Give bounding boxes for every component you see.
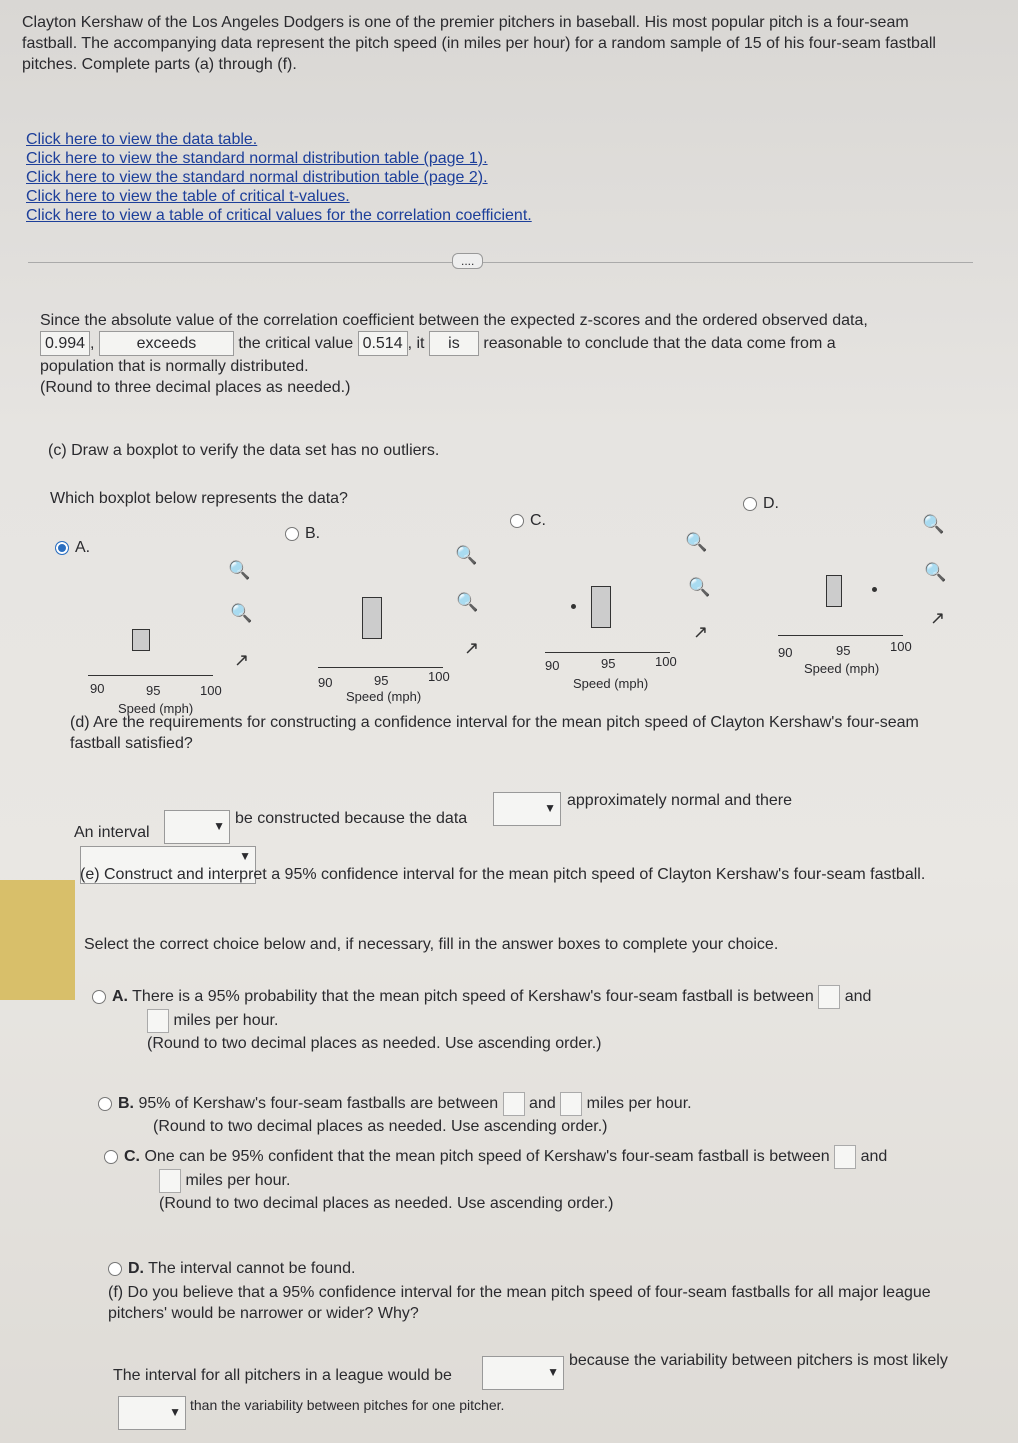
b-lower-input[interactable] <box>503 1092 525 1116</box>
f-text3: than the variability between pitches for one pitcher. <box>190 1397 505 1413</box>
outlier-point <box>872 587 877 592</box>
f-title: (f) Do you believe that a 95% confidence interval for the mean pitch speed of four-seam fastballs for all major league pitchers' would be narrower or wider? Why? <box>108 1284 931 1322</box>
option-a[interactable]: A. <box>55 537 90 558</box>
interval-can-dropdown[interactable]: ▼ <box>164 810 230 844</box>
narrower-wider-dropdown[interactable]: ▼ <box>482 1356 564 1390</box>
e-option-c[interactable]: C. One can be 95% confident that the mean pitch speed of Kershaw's four-seam fastball is between and miles per hour. (Round to two decimal places as needed. Use ascending order.) <box>104 1145 984 1214</box>
zoom-out-icon[interactable]: 🔍 <box>230 603 253 623</box>
box <box>132 629 150 651</box>
zoom-out-icon[interactable]: 🔍 <box>924 562 947 582</box>
links <box>26 130 532 225</box>
b-text3: , it <box>407 335 425 352</box>
d-text1: An interval <box>74 824 150 841</box>
option-c[interactable]: C. <box>510 510 546 531</box>
e-option-b[interactable]: B. 95% of Kershaw's four-seam fastballs are between and miles per hour. (Round to two decimal places as needed. Use ascending order.) <box>98 1092 978 1137</box>
data-are-dropdown[interactable]: ▼ <box>493 792 561 826</box>
d-text2: be constructed because the data <box>235 810 468 827</box>
boxplot-b: 90 95 100 Speed (mph) <box>318 595 448 705</box>
c-title: (c) Draw a boxplot to verify the data set has no outliers. <box>48 442 440 459</box>
c-lower-input[interactable] <box>834 1145 856 1169</box>
expand-button[interactable]: .... <box>452 253 483 269</box>
b-upper-input[interactable] <box>560 1092 582 1116</box>
e-title: (e) Construct and interpret a 95% confidence interval for the mean pitch speed of Clayton Kershaw's four-seam fastball. <box>80 866 926 883</box>
link-correlation-table[interactable]: Click here to view a table of critical values for the correlation coefficient. <box>26 207 532 224</box>
popout-icon[interactable]: ↗ <box>464 638 480 658</box>
option-d[interactable]: D. <box>743 493 779 514</box>
critical-value[interactable]: 0.514 <box>358 331 408 356</box>
b-text2: the critical value <box>238 335 354 352</box>
popout-icon[interactable]: ↗ <box>234 650 250 670</box>
exceeds-dropdown[interactable]: exceeds <box>99 331 234 356</box>
a-lower-input[interactable] <box>818 985 840 1009</box>
popout-icon[interactable]: ↗ <box>693 622 709 642</box>
zoom-in-icon[interactable]: 🔍 <box>685 532 708 552</box>
b-text: Since the absolute value of the correlation coefficient between the expected z-scores and the ordered observed data, <box>40 312 868 329</box>
b-note: (Round to three decimal places as needed.) <box>40 379 351 396</box>
boxplot-c: 90 95 100 Speed (mph) <box>545 580 675 690</box>
b-text4: reasonable to conclude that the data come from a <box>483 335 836 352</box>
box <box>826 575 842 607</box>
r-value[interactable]: 0.994 <box>40 331 90 356</box>
link-t-table[interactable]: Click here to view the table of critical t-values. <box>26 188 350 205</box>
zoom-in-icon[interactable]: 🔍 <box>922 514 945 534</box>
a-upper-input[interactable] <box>147 1009 169 1033</box>
more-less-dropdown[interactable]: ▼ <box>118 1396 186 1430</box>
decorative-band <box>0 880 75 1000</box>
is-dropdown[interactable]: is <box>429 331 479 356</box>
b-text5: population that is normally distributed. <box>40 358 309 375</box>
part-b: Since the absolute value of the correlation coefficient between the expected z-scores and the ordered observed data, 0.994 , exceeds the critical value 0.514 , it is reasonable to conclude that the data come from a population that is normally distributed. (Round to three decimal places as needed.) <box>40 312 868 396</box>
e-instructions: Select the correct choice below and, if necessary, fill in the answer boxes to complete your choice. <box>84 936 779 953</box>
f-text1: The interval for all pitchers in a league would be <box>113 1367 452 1384</box>
link-normal-table-2[interactable]: Click here to view the standard normal distribution table (page 2). <box>26 169 488 186</box>
box <box>362 597 382 639</box>
d-title: (d) Are the requirements for constructing a confidence interval for the mean pitch speed of Clayton Kershaw's four-seam fastball satisfied? <box>70 714 919 752</box>
e-option-d[interactable]: D. The interval cannot be found. <box>108 1258 355 1279</box>
option-b[interactable]: B. <box>285 523 320 544</box>
popout-icon[interactable]: ↗ <box>930 608 946 628</box>
zoom-in-icon[interactable]: 🔍 <box>455 545 478 565</box>
box <box>591 586 611 628</box>
zoom-out-icon[interactable]: 🔍 <box>456 592 479 612</box>
zoom-in-icon[interactable]: 🔍 <box>228 560 251 580</box>
d-reason-dropdown[interactable]: ▼ <box>80 846 256 884</box>
boxplot-d: 90 95 100 Speed (mph) <box>778 565 908 675</box>
boxplot-a: 90 95 100 Speed (mph) <box>88 605 218 715</box>
e-option-a[interactable]: A. There is a 95% probability that the mean pitch speed of Kershaw's four-seam fastball is between and miles per hour. (Round to two decimal places as needed. Use ascending order.) <box>92 985 972 1054</box>
intro-text: Clayton Kershaw of the Los Angeles Dodgers is one of the premier pitchers in baseball. His most popular pitch is a four-seam fastball. The accompanying data represent the pitch speed (in miles per hour) for a random sample of 15 of his four-seam fastball pitches. Complete parts (a) through (f). <box>22 14 936 73</box>
c-question: Which boxplot below represents the data? <box>50 490 348 507</box>
d-text3: approximately normal and there <box>567 792 793 809</box>
c-upper-input[interactable] <box>159 1169 181 1193</box>
outlier-point <box>571 604 576 609</box>
link-normal-table-1[interactable]: Click here to view the standard normal distribution table (page 1). <box>26 150 488 167</box>
link-data-table[interactable]: Click here to view the data table. <box>26 131 258 148</box>
zoom-out-icon[interactable]: 🔍 <box>688 577 711 597</box>
f-text2: because the variability between pitchers is most likely <box>569 1352 948 1369</box>
